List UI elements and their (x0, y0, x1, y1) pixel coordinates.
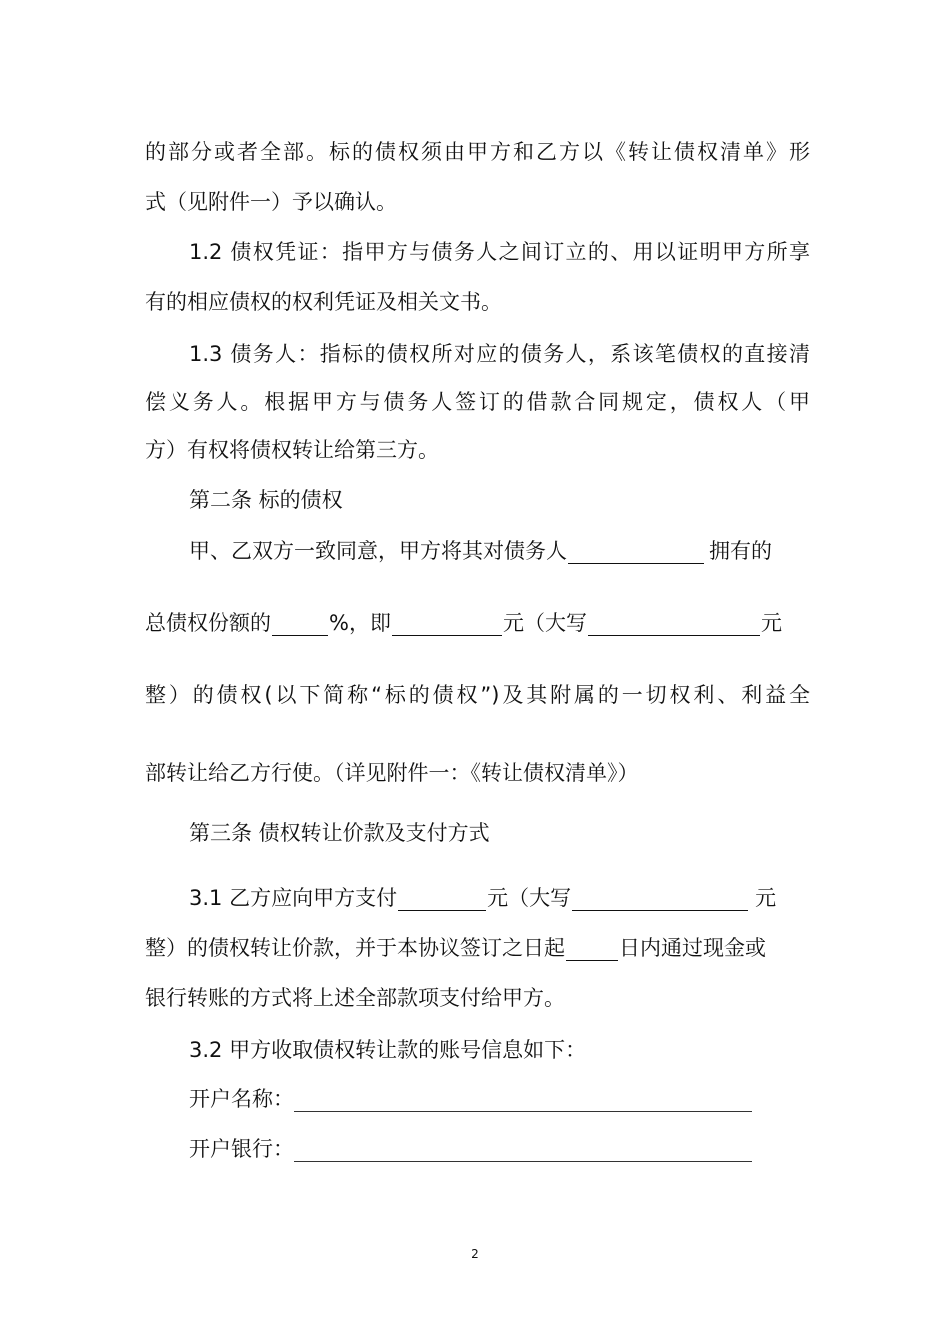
price-blank-field[interactable] (398, 886, 486, 911)
days-blank-field[interactable] (566, 936, 618, 961)
text-segment: 元（大写 (487, 886, 572, 910)
amount-in-words-blank-field[interactable] (588, 611, 760, 636)
paragraph-line: 部转让给乙方行使。（详见附件一：《转让债权清单》） (145, 761, 639, 785)
debtor-blank-field[interactable] (568, 539, 704, 564)
paragraph-line: 方）有权将债权转让给第三方。 (145, 438, 439, 462)
page-number: 2 (471, 1247, 479, 1261)
text-segment: %，即 (329, 611, 391, 635)
paragraph-line (189, 535, 810, 567)
paragraph-line: 偿义务人。根据甲方与债务人签订的借款合同规定，债权人（甲 (145, 390, 810, 414)
paragraph-line: 有的相应债权的权利凭证及相关文书。 (145, 290, 502, 314)
text-segment: 总债权份额的 (145, 611, 271, 635)
account-bank-label: 开户银行： (189, 1137, 294, 1161)
account-bank-row (189, 1133, 810, 1165)
paragraph-line (145, 932, 810, 964)
text-segment: 甲、乙双方一致同意，甲方将其对债务人 (189, 539, 567, 563)
text-segment: 元 (760, 611, 782, 635)
paragraph-line: 的部分或者全部。标的债权须由甲方和乙方以《转让债权清单》形 (145, 140, 810, 164)
paragraph-line (145, 607, 810, 639)
text-segment: 整）的债权转让价款，并于本协议签订之日起 (145, 936, 565, 960)
text-segment: 3.1 乙方应向甲方支付 (189, 886, 398, 910)
article-2-heading: 第二条 标的债权 (189, 488, 343, 512)
amount-blank-field[interactable] (392, 611, 502, 636)
text-segment: 日内通过现金或 (619, 936, 766, 960)
share-percent-blank-field[interactable] (272, 611, 328, 636)
account-bank-blank-field[interactable] (294, 1137, 752, 1162)
article-3-heading: 第三条 债权转让价款及支付方式 (189, 821, 490, 845)
text-segment: 元（大写 (502, 611, 587, 635)
price-in-words-blank-field[interactable] (572, 886, 748, 911)
paragraph-line: 银行转账的方式将上述全部款项支付给甲方。 (145, 986, 565, 1010)
account-name-label: 开户名称： (189, 1087, 294, 1111)
paragraph-line: 整）的债权(以下简称“标的债权”)及其附属的一切权利、利益全 (145, 683, 810, 707)
paragraph-line: 式（见附件一）予以确认。 (145, 190, 397, 214)
text-segment: 拥有的 (709, 539, 772, 563)
clause-3-1-line (189, 882, 810, 914)
clause-1-3-line: 1.3 债务人：指标的债权所对应的债务人，系该笔债权的直接清 (189, 342, 810, 366)
clause-3-2-line: 3.2 甲方收取债权转让款的账号信息如下： (189, 1038, 587, 1062)
account-name-blank-field[interactable] (294, 1087, 752, 1112)
text-segment: 元 (755, 886, 777, 910)
account-name-row (189, 1083, 810, 1115)
clause-1-2-line: 1.2 债权凭证：指甲方与债务人之间订立的、用以证明甲方所享 (189, 240, 810, 264)
